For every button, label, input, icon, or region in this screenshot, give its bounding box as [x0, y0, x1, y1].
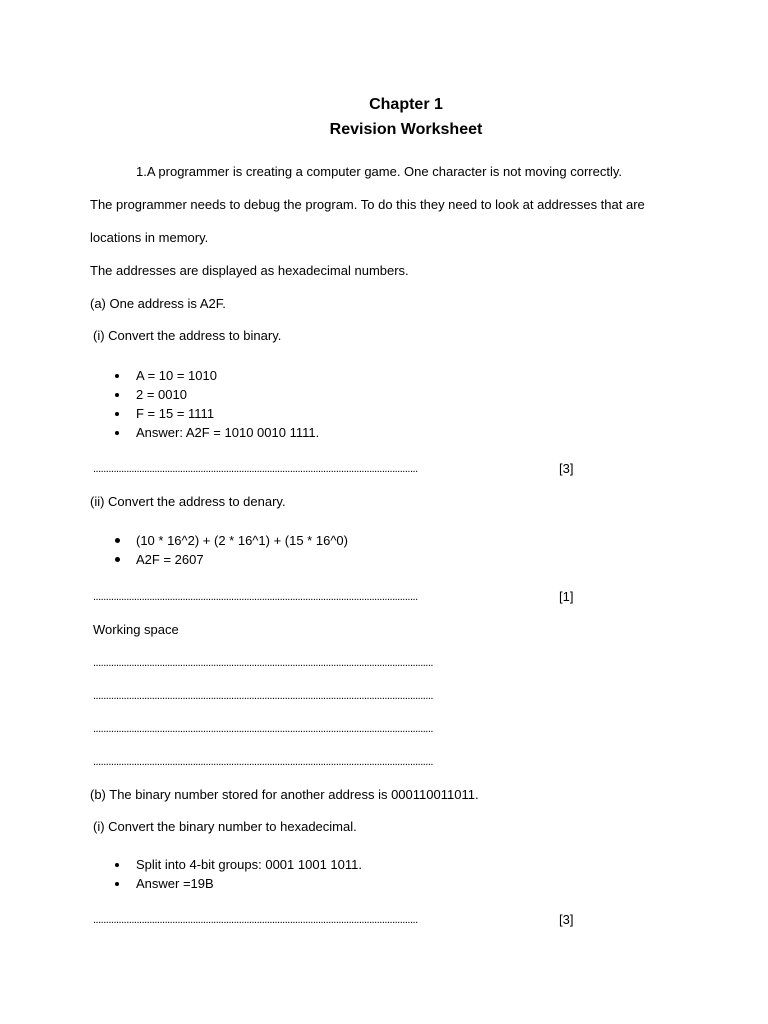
working-line-3[interactable]: ..................................................................................................................................... — [93, 723, 433, 735]
chapter-heading: Chapter 1 — [369, 96, 443, 113]
answer-line-b-i[interactable]: ............................................................................................................................... — [93, 914, 418, 926]
intro-line-1: 1.A programmer is creating a computer game. One character is not moving correctly. — [136, 164, 623, 179]
worksheet-title: Revision Worksheet — [329, 121, 483, 138]
list-item: Answer =19B — [115, 874, 362, 893]
answer-a-ii-list — [115, 531, 348, 569]
answer-line-a-i[interactable]: ............................................................................................................................... — [93, 463, 418, 475]
bullet-icon — [115, 557, 120, 562]
bullet-icon — [115, 374, 119, 378]
list-item: (10 * 16^2) + (2 * 16^1) + (15 * 16^0) — [115, 531, 348, 550]
bullet-icon — [115, 882, 119, 886]
answer-b-i-list — [115, 855, 362, 893]
working-line-4[interactable]: ..................................................................................................................................... — [93, 756, 433, 768]
working-line-1[interactable]: ..................................................................................................................................... — [93, 657, 433, 669]
list-item: Split into 4-bit groups: 0001 1001 1011. — [115, 855, 362, 874]
bullet-icon — [115, 538, 120, 543]
marks-a-i: [3] — [559, 461, 574, 476]
marks-b-i: [3] — [559, 912, 574, 927]
answer-a-i-list — [115, 366, 319, 442]
bullet-icon — [115, 863, 119, 867]
intro-line-2: The programmer needs to debug the program. To do this they need to look at addresses that are — [90, 197, 645, 212]
question-b: (b) The binary number stored for another address is 000110011011. — [90, 787, 479, 802]
question-a: (a) One address is A2F. — [90, 296, 226, 311]
intro-line-4: The addresses are displayed as hexadecimal numbers. — [90, 263, 409, 278]
working-line-2[interactable]: ..................................................................................................................................... — [93, 690, 433, 702]
list-item: A = 10 = 1010 — [115, 366, 319, 385]
bullet-icon — [115, 431, 119, 435]
marks-a-ii: [1] — [559, 589, 574, 604]
question-b-i: (i) Convert the binary number to hexadecimal. — [93, 819, 357, 834]
bullet-icon — [115, 393, 119, 397]
list-item: Answer: A2F = 1010 0010 1111. — [115, 423, 319, 442]
list-item: A2F = 2607 — [115, 550, 348, 569]
list-item: F = 15 = 1111 — [115, 404, 319, 423]
list-item: 2 = 0010 — [115, 385, 319, 404]
question-a-ii: (ii) Convert the address to denary. — [90, 494, 286, 509]
question-a-i: (i) Convert the address to binary. — [93, 328, 282, 343]
intro-line-3: locations in memory. — [90, 230, 209, 245]
working-space-label: Working space — [93, 622, 179, 637]
answer-line-a-ii[interactable]: ............................................................................................................................... — [93, 591, 418, 603]
bullet-icon — [115, 412, 119, 416]
